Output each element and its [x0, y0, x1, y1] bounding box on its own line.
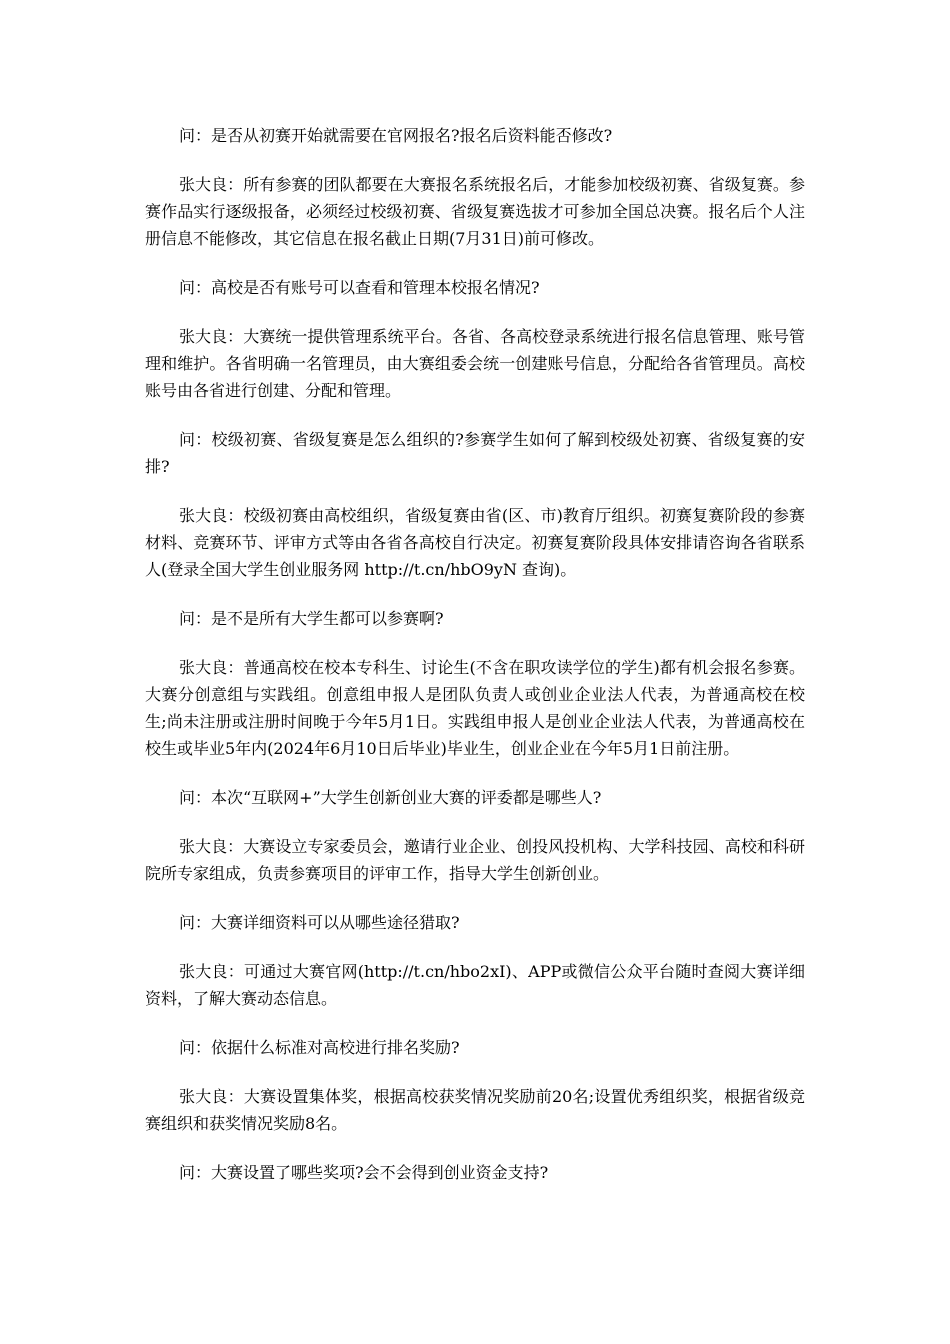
question-paragraph: 问：本次“互联网+”大学生创新创业大赛的评委都是哪些人?: [179, 788, 602, 807]
question-paragraph: 问：高校是否有账号可以查看和管理本校报名情况?: [179, 278, 540, 297]
answer-paragraph: 张大良：校级初赛由高校组织，省级复赛由省(区、市)教育厅组织。初赛复赛阶段的参赛材料、竞赛环节、评审方式等由各省各高校自行决定。初赛复赛阶段具体安排请咨询各省联系人(登录全国大学生创业服务网 http://t.cn/hbO9yN 查询)。: [145, 506, 805, 579]
answer-paragraph: 张大良：大赛设立专家委员会，邀请行业企业、创投风投机构、大学科技园、高校和科研院所专家组成，负责参赛项目的评审工作，指导大学生创新创业。: [145, 837, 805, 883]
answer-paragraph: 张大良：所有参赛的团队都要在大赛报名系统报名后，才能参加校级初赛、省级复赛。参赛作品实行逐级报备，必须经过校级初赛、省级复赛选拔才可参加全国总决赛。报名后个人注册信息不能修改，其它信息在报名截止日期(7月31日)前可修改。: [145, 175, 805, 248]
question-paragraph: 问：大赛设置了哪些奖项?会不会得到创业资金支持?: [179, 1163, 549, 1182]
document-body: [145, 122, 805, 1208]
answer-paragraph: 张大良：普通高校在校本专科生、讨论生(不含在职攻读学位的学生)都有机会报名参赛。大赛分创意组与实践组。创意组申报人是团队负责人或创业企业法人代表，为普通高校在校生;尚未注册或注册时间晚于今年5月1日。实践组申报人是创业企业法人代表，为普通高校在校生或毕业5年内(2024年6月10日后毕业)毕业生，创业企业在今年5月1日前注册。: [145, 658, 805, 758]
question-paragraph: 问：依据什么标准对高校进行排名奖励?: [179, 1038, 460, 1057]
question-paragraph: 问：是否从初赛开始就需要在官网报名?报名后资料能否修改?: [179, 126, 613, 145]
answer-paragraph: 张大良：大赛设置集体奖，根据高校获奖情况奖励前20名;设置优秀组织奖，根据省级竞赛组织和获奖情况奖励8名。: [145, 1087, 805, 1133]
answer-paragraph: 张大良：大赛统一提供管理系统平台。各省、各高校登录系统进行报名信息管理、账号管理和维护。各省明确一名管理员，由大赛组委会统一创建账号信息，分配给各省管理员。高校账号由各省进行创建、分配和管理。: [145, 327, 805, 400]
question-paragraph: 问：大赛详细资料可以从哪些途径猎取?: [179, 913, 460, 932]
question-paragraph: 问：校级初赛、省级复赛是怎么组织的?参赛学生如何了解到校级处初赛、省级复赛的安排?: [145, 430, 805, 476]
answer-paragraph: 张大良：可通过大赛官网(http://t.cn/hbo2xI)、APP或微信公众平台随时查阅大赛详细资料，了解大赛动态信息。: [145, 962, 805, 1008]
question-paragraph: 问：是不是所有大学生都可以参赛啊?: [179, 609, 444, 628]
